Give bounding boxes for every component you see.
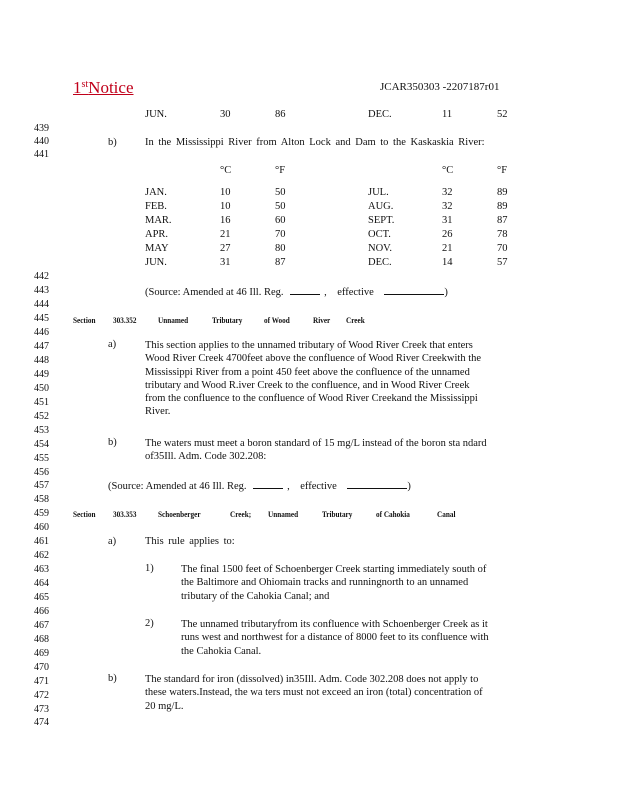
section-number: 303.352 <box>113 315 137 325</box>
celsius-cell: 31 <box>220 257 231 268</box>
blank-line <box>347 479 407 489</box>
line-number: 452 <box>34 411 49 422</box>
line-number: 450 <box>34 383 49 394</box>
celsius-cell: 21 <box>220 229 231 240</box>
blank-line <box>290 285 320 295</box>
line-number: 469 <box>34 648 49 659</box>
line-number: 447 <box>34 341 49 352</box>
text-line: The unnamed tributaryfrom its confluence with Schoenberger Creek as it <box>181 619 488 630</box>
blank-line <box>253 479 283 489</box>
month-cell: JUN. <box>145 257 167 268</box>
celsius-cell: 10 <box>220 187 231 198</box>
subsection-label: b) <box>108 437 117 448</box>
subsection-text: This rule applies to: <box>145 536 235 547</box>
fahrenheit-header: °F <box>275 165 286 176</box>
section-word: Section <box>73 509 96 519</box>
subsection-label: b) <box>108 673 117 684</box>
month-cell: MAY <box>145 243 169 254</box>
line-number: 472 <box>34 690 49 701</box>
celsius-cell: 21 <box>442 243 453 254</box>
month-cell: JUN. <box>145 109 167 120</box>
text-line: River. <box>145 406 171 418</box>
fahrenheit-cell: 70 <box>275 229 286 240</box>
celsius-cell: 32 <box>442 187 453 198</box>
celsius-cell: 16 <box>220 215 231 226</box>
fahrenheit-header: °F <box>497 165 508 176</box>
month-cell: OCT. <box>368 229 391 240</box>
month-cell: MAR. <box>145 215 172 226</box>
line-number: 471 <box>34 676 49 687</box>
subsection-text <box>145 339 533 419</box>
celsius-header: °C <box>220 165 232 176</box>
section-word: Section <box>73 315 96 325</box>
line-number: 441 <box>34 149 49 160</box>
month-cell: DEC. <box>368 109 392 120</box>
fahrenheit-cell: 78 <box>497 229 508 240</box>
text-line: tributary and Wood R.iver Creek to the confluence, and in Wood River Creek <box>145 379 470 391</box>
celsius-cell: 11 <box>442 109 453 120</box>
item-text <box>181 563 533 603</box>
month-cell: DEC. <box>368 257 392 268</box>
fahrenheit-cell: 86 <box>275 109 286 120</box>
source-note: (Source: Amended at 46 Ill. Reg. , effective ) <box>108 481 411 492</box>
text-line: the Cahokia Canal. <box>181 645 262 657</box>
section-title-word: Canal <box>437 509 456 519</box>
section-number: 303.353 <box>113 509 137 519</box>
document-id: JCAR350303 -2207187r01 <box>380 81 500 93</box>
subsection-text <box>145 673 533 713</box>
line-number: 453 <box>34 425 49 436</box>
fahrenheit-cell: 60 <box>275 215 286 226</box>
section-title-word: River <box>313 315 331 325</box>
text-line: Mississippi River from a point 450 feet above the confluence of the unnamed <box>145 366 470 378</box>
fahrenheit-cell: 87 <box>275 257 286 268</box>
line-number: 445 <box>34 313 49 324</box>
month-cell: NOV. <box>368 243 393 254</box>
text-line: from the confluence to the confluence of Wood River Creekand the Mississippi <box>145 393 478 405</box>
line-number: 474 <box>34 717 49 728</box>
line-number: 455 <box>34 453 49 464</box>
celsius-cell: 14 <box>442 257 453 268</box>
subsection-label: a) <box>108 536 117 547</box>
line-number: 440 <box>34 136 49 147</box>
item-label: 2) <box>145 618 154 629</box>
line-number: 467 <box>34 620 49 631</box>
subsection-text: In the Mississippi River from Alton Lock and Dam to the Kaskaskia River: <box>145 137 485 148</box>
text-line: The waters must meet a boron standard of 15 mg/L instead of the boron sta ndard <box>145 438 487 449</box>
text-line: This section applies to the unnamed tributary of Wood River Creek that enters <box>145 340 473 351</box>
fahrenheit-cell: 70 <box>497 243 508 254</box>
line-number: 466 <box>34 606 49 617</box>
line-number: 439 <box>34 123 49 134</box>
celsius-cell: 31 <box>442 215 453 226</box>
month-cell: AUG. <box>368 201 394 212</box>
line-number: 459 <box>34 508 49 519</box>
line-number: 448 <box>34 355 49 366</box>
text-line: runs west and northwest for a distance of 8000 feet to its confluence with <box>181 632 489 644</box>
line-number: 460 <box>34 522 49 533</box>
section-title-word: Unnamed <box>158 315 189 325</box>
month-cell: JAN. <box>145 187 167 198</box>
line-number: 446 <box>34 327 49 338</box>
fahrenheit-cell: 87 <box>497 215 508 226</box>
line-number: 443 <box>34 285 49 296</box>
month-cell: APR. <box>145 229 169 240</box>
section-title-word: Tributary <box>212 315 243 325</box>
celsius-cell: 32 <box>442 201 453 212</box>
line-number: 464 <box>34 578 49 589</box>
fahrenheit-cell: 57 <box>497 257 508 268</box>
fahrenheit-cell: 50 <box>275 201 286 212</box>
month-cell: FEB. <box>145 201 167 212</box>
celsius-cell: 26 <box>442 229 453 240</box>
subsection-label: a) <box>108 339 117 350</box>
text-line: Wood River Creek 4700feet above the confluence of Wood River Creekwith the <box>145 353 482 365</box>
notice-heading: 1stNotice <box>73 78 134 97</box>
line-number: 454 <box>34 439 49 450</box>
text-line: the Baltimore and Ohiomain tracks and runningnorth to an unnamed <box>181 577 469 589</box>
section-title-word: of Wood <box>264 315 290 325</box>
subsection-label: b) <box>108 137 117 148</box>
text-line: these waters.Instead, the wa ters must not exceed an iron (total) concentration of <box>145 687 483 699</box>
fahrenheit-cell: 89 <box>497 201 508 212</box>
fahrenheit-cell: 89 <box>497 187 508 198</box>
section-title-word: Schoenberger <box>158 509 201 519</box>
text-line: of35Ill. Adm. Code 302.208: <box>145 451 267 463</box>
item-text <box>181 618 533 658</box>
line-number: 468 <box>34 634 49 645</box>
line-number: 470 <box>34 662 49 673</box>
celsius-cell: 30 <box>220 109 231 120</box>
line-number: 473 <box>34 704 49 715</box>
month-cell: JUL. <box>368 187 389 198</box>
section-title-word: of Cahokia <box>376 509 410 519</box>
section-title-word: Creek; <box>230 509 252 519</box>
line-number: 449 <box>34 369 49 380</box>
month-cell: SEPT. <box>368 215 395 226</box>
line-number: 444 <box>34 299 49 310</box>
line-number: 458 <box>34 494 49 505</box>
line-number: 463 <box>34 564 49 575</box>
celsius-header: °C <box>442 165 454 176</box>
line-number: 461 <box>34 536 49 547</box>
celsius-cell: 10 <box>220 201 231 212</box>
fahrenheit-cell: 50 <box>275 187 286 198</box>
source-note: (Source: Amended at 46 Ill. Reg. , effective ) <box>145 287 448 298</box>
line-number: 451 <box>34 397 49 408</box>
text-line: tributary of the Cahokia Canal; and <box>181 590 330 602</box>
section-title-word: Creek <box>346 315 365 325</box>
line-number: 456 <box>34 467 49 478</box>
line-number: 462 <box>34 550 49 561</box>
subsection-text <box>145 437 533 464</box>
line-number: 465 <box>34 592 49 603</box>
line-number: 457 <box>34 480 49 491</box>
fahrenheit-cell: 80 <box>275 243 286 254</box>
line-number: 442 <box>34 271 49 282</box>
celsius-cell: 27 <box>220 243 231 254</box>
text-line: The standard for iron (dissolved) in35Ill. Adm. Code 302.208 does not apply to <box>145 674 479 685</box>
fahrenheit-cell: 52 <box>497 109 508 120</box>
item-label: 1) <box>145 563 154 574</box>
section-title-word: Tributary <box>322 509 353 519</box>
text-line: 20 mg/L. <box>145 700 184 712</box>
text-line: The final 1500 feet of Schoenberger Creek starting immediately south of <box>181 564 487 575</box>
section-title-word: Unnamed <box>268 509 299 519</box>
blank-line <box>384 285 444 295</box>
